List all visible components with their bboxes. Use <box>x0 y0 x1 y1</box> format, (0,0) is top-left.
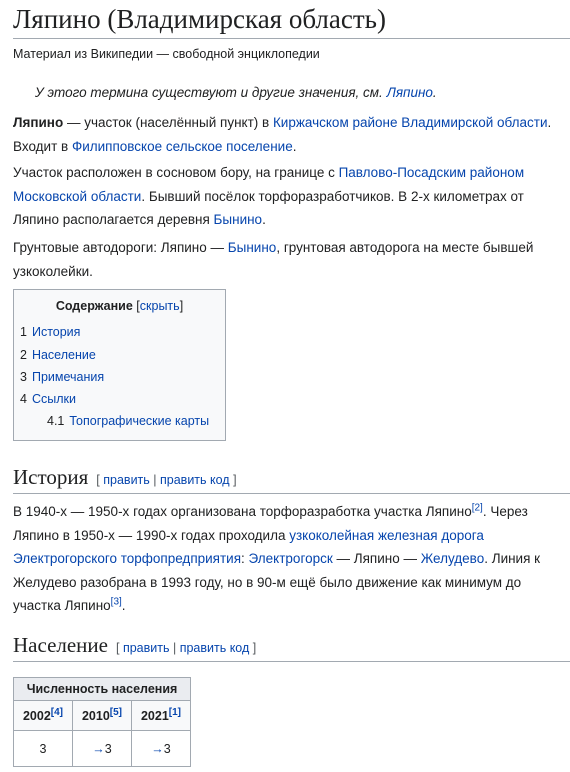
toc-item-links[interactable] <box>20 392 76 406</box>
history-edit-code-link[interactable]: править код <box>160 473 230 487</box>
site-tagline: Материал из Википедии — свободной энциклопедии <box>13 47 320 61</box>
toc-hide-toggle[interactable]: скрыть <box>139 299 180 313</box>
history-paragraph <box>13 500 558 618</box>
edit-bracket: ] <box>249 641 257 655</box>
year-header <box>73 701 132 731</box>
reference-2-link[interactable]: [2] <box>471 502 483 514</box>
history-heading-divider <box>13 493 570 494</box>
zheludevo-link[interactable]: Желудево <box>420 551 485 566</box>
toc-link[interactable]: Ссылки <box>31 392 76 406</box>
year-label: 2010 <box>81 708 110 723</box>
intro-p2-text: . Бывший посёлок торфоразработчиков. В 2-х километрах от Ляпино располагается деревня <box>13 188 524 227</box>
edit-separator: | <box>149 473 160 487</box>
toc-number: 4.1 <box>47 414 65 428</box>
population-heading <box>13 633 256 658</box>
toc-link[interactable]: Топографические карты <box>69 414 210 428</box>
population-value: 3 <box>39 741 47 756</box>
reference-3-link[interactable]: [3] <box>110 596 122 608</box>
history-text: . Линия к Желудево разобрана в 1993 году, но в 90-м ещё было движение как минимум до участка Ляпино <box>13 551 541 613</box>
history-text: В 1940-х — 1950-х годах организована торфоразработка участка Ляпино <box>13 504 472 519</box>
population-edit-section <box>116 641 256 655</box>
toc-item-history[interactable] <box>20 325 80 339</box>
kirzhach-district-link[interactable]: Киржачском районе Владимирской области <box>272 115 548 130</box>
trend-arrow-icon: → <box>92 741 105 756</box>
toc-number: 2 <box>20 348 27 362</box>
intro-p3-text: Грунтовые автодороги: Ляпино — <box>13 240 228 255</box>
toc-bracket: ] <box>179 299 184 313</box>
elektrogorsk-link[interactable]: Электрогорск <box>248 551 333 566</box>
history-text: — Ляпино — <box>332 551 421 566</box>
year-header <box>14 701 73 731</box>
trend-arrow-icon: → <box>151 741 164 756</box>
edit-bracket: ] <box>229 473 237 487</box>
toc-item-population[interactable] <box>20 348 96 362</box>
hatnote <box>35 85 437 100</box>
toc-item-notes[interactable] <box>20 370 104 384</box>
hatnote-text: У этого термина существуют и другие значения, см. <box>35 85 387 100</box>
year-label: 2021 <box>140 708 169 723</box>
population-edit-link[interactable]: править <box>122 641 170 655</box>
intro-p1-text: . <box>292 138 297 154</box>
toc-header <box>14 299 225 313</box>
toc-bracket: [ <box>132 299 140 313</box>
population-heading-text: Население <box>13 633 108 657</box>
toc-number: 3 <box>20 370 27 384</box>
population-table <box>13 677 191 767</box>
edit-bracket: [ <box>96 473 104 487</box>
toc-number: 4 <box>20 392 27 406</box>
history-text: : <box>241 551 249 566</box>
population-value-cell <box>14 731 73 767</box>
history-edit-section <box>96 473 236 487</box>
page-title: Ляпино (Владимирская область) <box>13 4 386 34</box>
intro-paragraph-3 <box>13 236 558 283</box>
edit-bracket: [ <box>115 641 123 655</box>
bynino-link[interactable]: Бынино <box>213 212 263 227</box>
year-label: 2002 <box>22 708 51 723</box>
population-value: 3 <box>104 741 112 756</box>
history-text: . Через Ляпино в 1950-х — 1990-х годах проходила <box>13 504 528 543</box>
intro-paragraph-2 <box>13 161 558 232</box>
toc-item-topographic-maps[interactable] <box>47 414 209 428</box>
population-edit-code-link[interactable]: править код <box>179 641 250 655</box>
narrow-gauge-railway-link[interactable]: узкоколейная железная дорога Электрогорского торфопредприятия <box>13 527 484 566</box>
intro-paragraph-1 <box>13 111 558 158</box>
history-text: . <box>121 598 126 613</box>
population-value: 3 <box>163 741 171 756</box>
reference-5-link[interactable]: [5] <box>109 706 123 718</box>
intro-p2-text: . <box>262 212 266 227</box>
history-heading <box>13 465 237 490</box>
toc-title: Содержание <box>55 299 133 313</box>
history-heading-text: История <box>13 465 89 489</box>
population-value-cell <box>132 731 191 767</box>
population-value-cell <box>73 731 132 767</box>
bynino-road-link[interactable]: Бынино <box>227 240 277 255</box>
filippovskoe-settlement-link[interactable]: Филипповское сельское поселение <box>71 138 293 154</box>
population-heading-divider <box>13 661 570 662</box>
subject-name: Ляпино <box>13 115 64 130</box>
title-divider <box>13 38 570 39</box>
hatnote-disambiguation-link[interactable]: Ляпино <box>386 85 433 100</box>
table-of-contents <box>13 289 226 441</box>
toc-link[interactable]: История <box>31 325 81 339</box>
history-edit-link[interactable]: править <box>103 473 150 487</box>
toc-number: 1 <box>20 325 27 339</box>
toc-link[interactable]: Примечания <box>31 370 105 384</box>
year-header <box>132 701 191 731</box>
pavlovo-posad-district-link[interactable]: Павлово-Посадским районом Московской области <box>13 165 525 204</box>
edit-separator: | <box>169 641 180 655</box>
reference-1-link[interactable]: [1] <box>168 706 182 718</box>
intro-p2-text: Участок расположен в сосновом бору, на границе с <box>13 165 339 180</box>
reference-4-link[interactable]: [4] <box>50 706 64 718</box>
intro-p3-text: , грунтовая автодорога на месте бывшей узкоколейки. <box>13 240 534 279</box>
intro-p1-text: . Входит в <box>13 115 552 154</box>
intro-p1-text: — участок (населённый пункт) в <box>63 115 273 130</box>
hatnote-end: . <box>432 85 437 100</box>
toc-link[interactable]: Население <box>31 348 96 362</box>
population-table-caption: Численность населения <box>14 678 191 701</box>
